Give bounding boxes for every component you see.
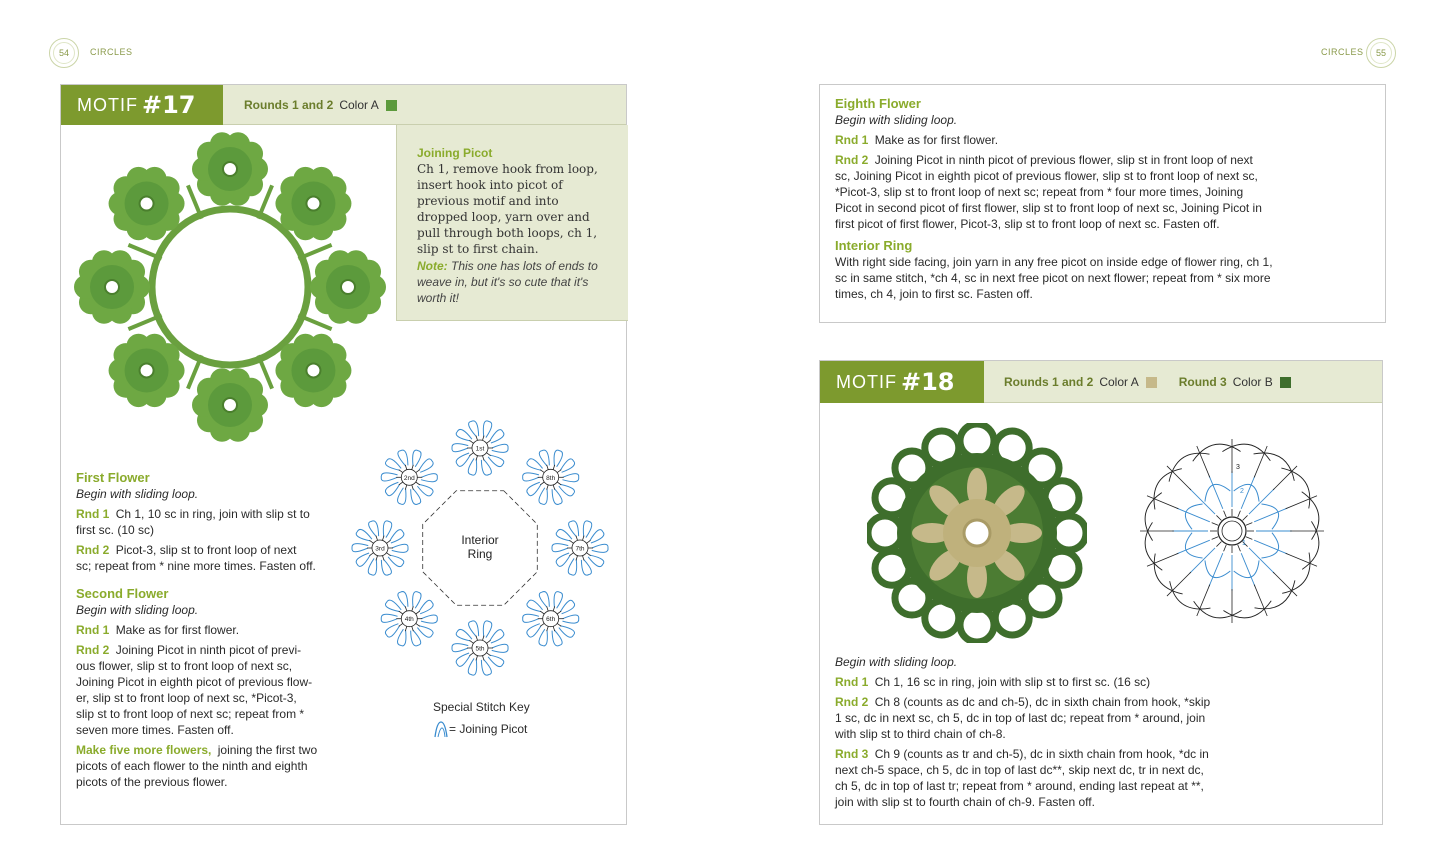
eighth-flower-rnd2: Rnd 2 Joining Picot in ninth picot of previous flower, slip st in front loop of next sc, Joining Picot in eighth picot of previous flower, slip st to front loop of next sc, *Picot-3, slip st to front loop of next sc; repeat from * four more times, Joining Picot in second picot of first flower, slip st to front loop of next sc, Joining Picot in first picot of first flower, Picot-3, slip st to front loop of next sc. Fasten off. <box>835 153 1262 231</box>
joining-picot-title: Joining Picot <box>417 146 493 160</box>
motif-18-begin: Begin with sliding loop. <box>835 655 958 669</box>
motif-17-panel <box>60 84 627 825</box>
eighth-flower-begin: Begin with sliding loop. <box>835 113 958 127</box>
flower-chart-symbol <box>523 592 579 646</box>
running-head-right: CIRCLES <box>1321 47 1364 57</box>
flower-order-label: 1st <box>475 445 485 453</box>
second-flower-title: Second Flower <box>76 586 169 601</box>
running-head-left: CIRCLES <box>90 47 133 57</box>
second-flower-rnd1: Rnd 1 Make as for first flower. <box>76 623 240 637</box>
first-flower-begin: Begin with sliding loop. <box>76 487 199 501</box>
interior-ring-label: Interior <box>461 533 499 547</box>
motif-17-continued-panel <box>819 84 1386 323</box>
first-flower-rnd1: Rnd 1 Ch 1, 10 sc in ring, join with slip st to first sc. (10 sc) <box>76 507 310 537</box>
flower-motif <box>275 167 351 240</box>
flower-motif <box>275 334 351 407</box>
page-number-right: 55 <box>1366 38 1396 68</box>
first-flower-title: First Flower <box>76 470 150 485</box>
motif-18-instructions <box>835 654 1375 810</box>
interior-ring-title: Interior Ring <box>835 238 913 253</box>
special-stitch-key-title: Special Stitch Key <box>433 700 530 714</box>
first-flower-section <box>76 470 336 574</box>
flower-motif <box>74 250 150 323</box>
motif-17-rounds: Rounds 1 and 2 Color A <box>244 85 397 125</box>
motif-18-rounds: Rounds 1 and 2 Color A Round 3 Color B <box>1004 361 1291 403</box>
flower-motif <box>310 250 386 323</box>
flower-chart-symbol <box>523 450 579 504</box>
flower-chart-symbol <box>452 421 508 475</box>
flower-motif <box>109 334 185 407</box>
flower-order-label: 8th <box>546 474 556 482</box>
flower-chart-symbol <box>381 450 437 504</box>
interior-ring-photo <box>152 209 308 365</box>
round-label-2: 2 <box>1240 488 1244 495</box>
color-a-swatch <box>386 100 397 111</box>
flower-order-label: 5th <box>475 645 485 653</box>
flower-chart-symbol <box>452 621 508 675</box>
joining-picot-box <box>396 125 628 321</box>
second-flower-begin: Begin with sliding loop. <box>76 603 199 617</box>
motif-18-rnd1: Rnd 1 Ch 1, 16 sc in ring, join with slip st to first sc. (16 sc) <box>835 675 1151 689</box>
motif-18-rnd3: Rnd 3 Ch 9 (counts as tr and ch-5), dc in sixth chain from hook, *dc in next ch-5 space, ch 5, dc in top of last dc**, skip next dc, tr in next dc, ch 5, dc in top of last tr; repeat from * around, ending last repeat at **, join with slip st to fourth chain of ch-9. Fasten off. <box>835 747 1209 809</box>
motif-17-diagram <box>345 403 615 683</box>
color-a-swatch <box>1146 377 1157 388</box>
motif-18-label: MOTIF #18 <box>820 361 984 403</box>
motif-18-diagram <box>1132 431 1332 631</box>
eighth-flower-section <box>835 96 1375 302</box>
interior-ring-text: With right side facing, join yarn in any free picot on inside edge of flower ring, ch 1, sc in same stitch, *ch 4, sc in next free picot on next flower; repeat from * six more times, ch 4, join to first sc. Fasten off. <box>835 255 1273 301</box>
flower-motif <box>192 368 268 441</box>
joining-picot-text: Ch 1, remove hook from loop, insert hook into picot of previous motif and into dropped loop, yarn over and pull through both loops, ch 1, slip st to first chain. <box>417 162 598 256</box>
eighth-flower-rnd1: Rnd 1 Make as for first flower. <box>835 133 999 147</box>
flower-motif <box>109 167 185 240</box>
joining-picot-symbol-icon <box>433 720 449 738</box>
flower-chart-symbol <box>381 592 437 646</box>
second-flower-section <box>76 586 346 790</box>
first-flower-rnd2: Rnd 2 Picot-3, slip st to front loop of next sc; repeat from * nine more times. Fasten off. <box>76 543 316 573</box>
motif-18-photo <box>867 423 1087 643</box>
flower-motif <box>192 132 268 205</box>
flower-order-label: 4th <box>404 616 414 624</box>
joining-picot-note: Note: This one has lots of ends to weave in, but it's so cute that it's worth it! <box>417 259 598 305</box>
interior-ring-label-2: Ring <box>467 547 493 561</box>
eighth-flower-title: Eighth Flower <box>835 96 921 111</box>
flower-chart-symbol <box>352 521 408 575</box>
page-number-left: 54 <box>49 38 79 68</box>
second-flower-rnd2: Rnd 2 Joining Picot in ninth picot of previ- ous flower, slip st to front loop of next sc, Joining Picot in eighth picot of previous flow- er, slip st to front loop of next sc, *Picot-3, slip st to front loop of next sc; repeat from * seven more times. Fasten off. <box>76 643 313 737</box>
color-b-swatch <box>1280 377 1291 388</box>
round-label-1: 1 <box>1242 540 1246 547</box>
motif-18-rnd2: Rnd 2 Ch 8 (counts as dc and ch-5), dc in sixth chain from hook, *skip 1 sc, dc in next sc, ch 5, dc in top of last dc; repeat from * around, join with slip st to third chain of ch-8. <box>835 695 1211 741</box>
make-five-more-flowers: Make five more flowers, joining the first two picots of each flower to the ninth and eighth picots of the previous flower. <box>76 743 318 789</box>
flower-chart-symbol <box>552 521 608 575</box>
motif-17-label: MOTIF #17 <box>61 85 223 125</box>
round-label-3: 3 <box>1236 464 1240 471</box>
flower-order-label: 2nd <box>403 474 415 482</box>
flower-order-label: 3rd <box>375 545 385 553</box>
flower-order-label: 6th <box>546 616 556 624</box>
motif-18-panel <box>819 360 1383 825</box>
special-stitch-key-item: = Joining Picot <box>433 720 527 738</box>
flower-order-label: 7th <box>575 545 585 553</box>
